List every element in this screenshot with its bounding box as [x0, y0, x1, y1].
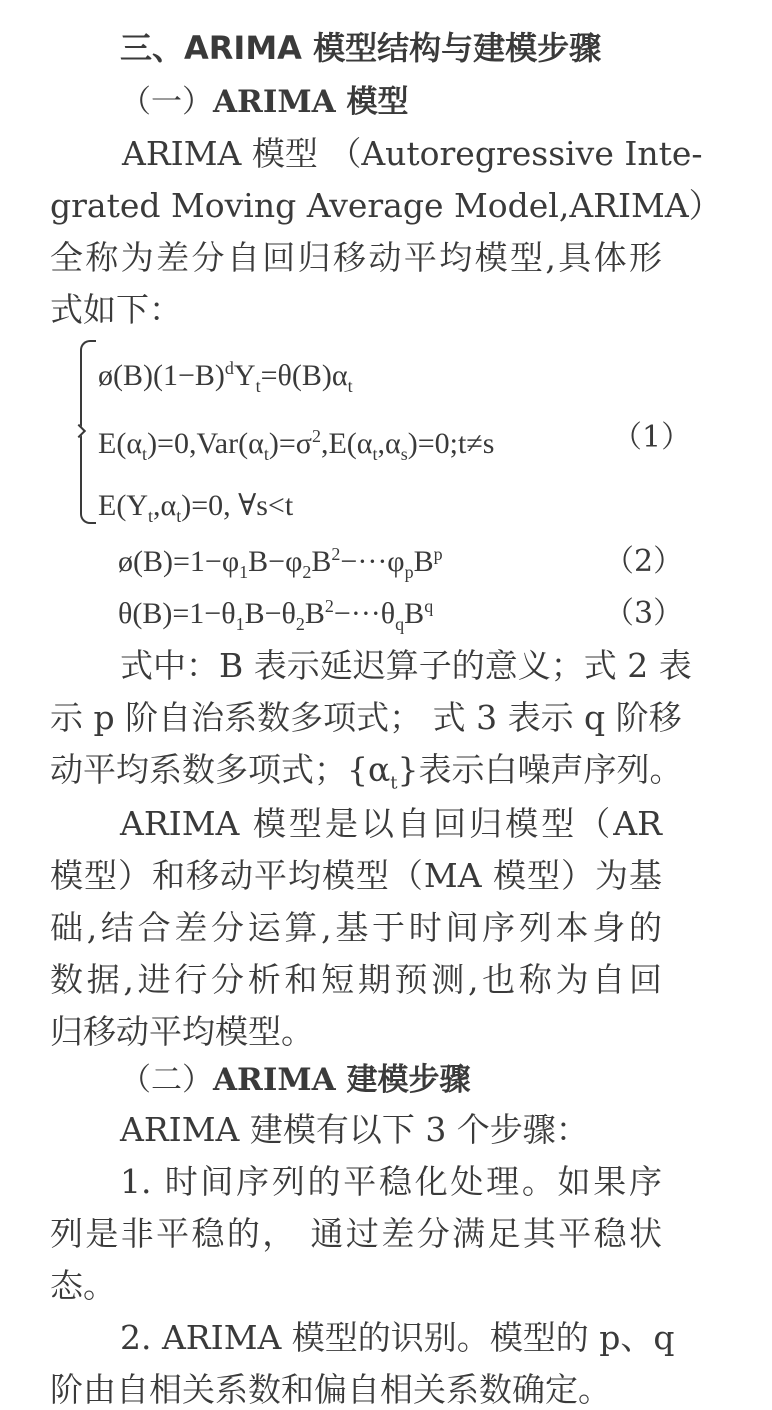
intro-line-3: 全称为差分自回归移动平均模型,具体形 [50, 238, 662, 277]
explain-line-1: 式中：B 表示延迟算子的意义；式 2 表 [120, 646, 692, 685]
para2-line-4: 数据,进行分析和短期预测,也称为自回 [50, 960, 662, 999]
subsection-title: ARIMA 模型 [213, 84, 409, 120]
equation-number-2: （2） [604, 544, 684, 579]
explain-line-3: 动平均系数多项式；$\{\alpha_t\}$表示白噪声序列。 [50, 750, 683, 794]
explain-line-2: 示 p 阶自治系数多项式； 式 3 表示 q 阶移 [50, 698, 682, 737]
equation-row-3: $E(Y_t,\alpha_t)=0$, ∀s<t [98, 489, 294, 526]
equation-number-3: （3） [604, 596, 684, 631]
intro-line-1: ARIMA 模型 （Autoregressive Inte- [122, 134, 703, 173]
subsection-number: （二） [120, 1062, 213, 1098]
intro-line-2: grated Moving Average Model,ARIMA） [50, 186, 722, 225]
steps-intro: ARIMA 建模有以下 3 个步骤： [120, 1110, 589, 1149]
equation-2: $ø(B)=1-\varphi_1B-\varphi_2B^2-\cdot\cdot\cdot\varphi_pB^p$ [118, 544, 443, 582]
subsection-title: ARIMA 建模步骤 [213, 1062, 471, 1098]
para2-line-2: 模型）和移动平均模型（MA 模型）为基 [50, 856, 662, 895]
para2-line-3: 础,结合差分运算,基于时间序列本身的 [50, 908, 662, 947]
equation-row-2: $E(\alpha_t)=0,Var(\alpha_t)=\sigma^2,E(\alpha_t,\alpha_s)=0;t\ne s$ [98, 426, 495, 464]
equation-3: $\theta(B)=1-\theta_1B-\theta_2B^2-\cdot\cdot\cdot\theta_qB^q$ [118, 596, 434, 634]
equation-number-1: （1） [612, 420, 692, 455]
step2-line-2: 阶由自相关系数和偏自相关系数确定。 [50, 1370, 611, 1409]
equation-row-1: $ø(B)(1-B)^dY_t=\theta(B)\alpha_t$ [98, 358, 353, 396]
subsection-number: （一） [120, 84, 213, 120]
step1-line-2: 列是非平稳的， 通过差分满足其平稳状 [50, 1214, 662, 1253]
step2-line-1: 2. ARIMA 模型的识别。模型的 p、q [120, 1318, 675, 1357]
subsection-heading-2 [120, 1060, 470, 1100]
subsection-heading-1 [120, 82, 408, 122]
section-heading: 三、ARIMA 模型结构与建模步骤 [120, 29, 602, 67]
para2-line-1: ARIMA 模型是以自回归模型（AR [120, 804, 662, 843]
para2-line-5: 归移动平均模型。 [50, 1012, 314, 1051]
step1-line-1: 1. 时间序列的平稳化处理。如果序 [120, 1162, 662, 1201]
step1-line-3: 态。 [50, 1266, 116, 1305]
intro-line-4: 式如下： [50, 290, 182, 329]
